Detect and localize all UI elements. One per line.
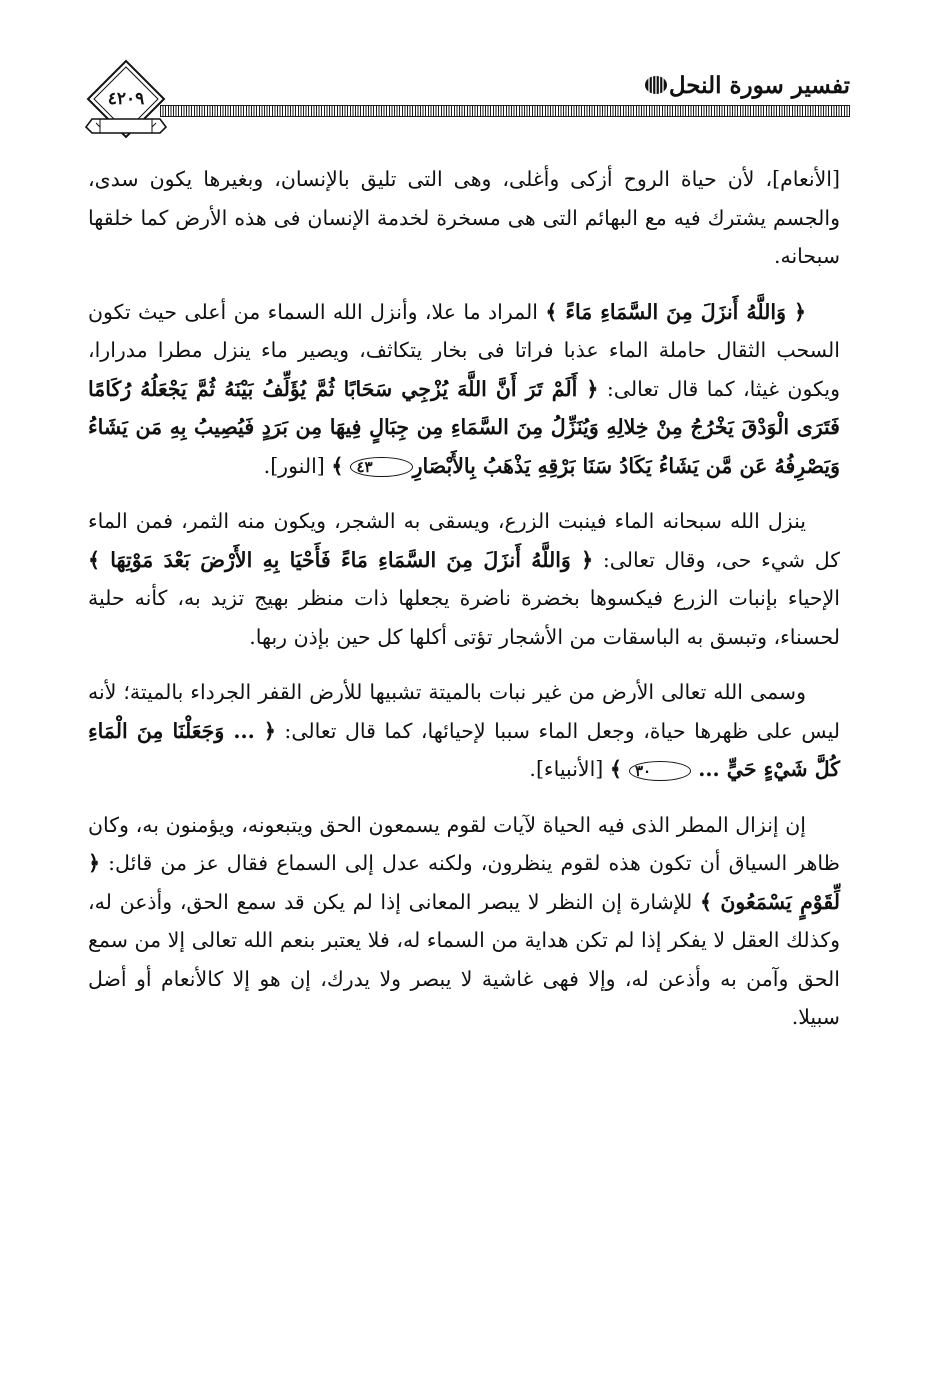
quran-verse: ﴾ — [609, 757, 629, 781]
page-number: ٤٢٠٩ — [107, 89, 145, 109]
page-body — [88, 160, 840, 1054]
quran-verse: ﴿ أَلَمْ تَرَ أَنَّ اللَّهَ يُزْجِي سَحَابًا ثُمَّ يُؤَلِّفُ بَيْنَهُ ثُمَّ يَجْعَلُهُ رُكَامًا فَتَرَى الْوَدْقَ يَخْرُجُ مِنْ خِلالِهِ وَيُنَزِّلُ مِنَ السَّمَاءِ مِن جِبَالٍ فِيهَا مِن بَرَدٍ فَيُصِيبُ بِهِ مَن يَشَاءُ وَيَصْرِفُهُ عَن مَّن يَشَاءُ يَكَادُ سَنَا بَرْقِهِ يَذْهَبُ بِالأَبْصَارِ — [88, 376, 840, 478]
body-text: الإحياء بإنبات الزرع فيكسوها بخضرة ناضرة يجعلها ذات منظر بهيج تزيد به، كأنه حلية لحسناء، وتبسق به الباسقات من الأشجار تؤتى أكلها كل حين بإذن ربها. — [88, 586, 840, 649]
verse-number-mark: ٤٣ — [350, 457, 412, 477]
body-text: ينزل الله سبحانه الماء فينبت الزرع، ويسقى به الشجر، ويكون منه الثمر، فمن الماء كل شيء حى، وقال تعالى: — [88, 509, 840, 572]
quran-verse: ﴿ ... وَجَعَلْنَا مِنَ الْمَاءِ كُلَّ شَيْءٍ حَيٍّ ... — [88, 718, 840, 781]
body-text: المراد ما علا، وأنزل الله السماء من أعلى حيث تكون السحب الثقال حاملة الماء عذبا فراتا فى بخار يتكاثف، ويصير ماء ينزل مطرا مدرارا، ويكون غيثا، كما قال تعالى: — [88, 299, 840, 401]
paragraph — [88, 806, 840, 1037]
body-text: إن إنزال المطر الذى فيه الحياة لآيات لقوم يسمعون الحق ويتبعونه، ويؤمنون به، وكان ظاهر السياق أن تكون هذه لقوم ينظرون، ولكنه عدل إلى السماع فقال عز من قائل: — [88, 812, 840, 875]
body-text: [النور]. — [263, 453, 332, 478]
paragraph — [88, 502, 840, 656]
body-text: للإشارة إن النظر لا يبصر المعانى إذا لم يكن قد سمع الحق، وأذعن له، وكذلك العقل لا يفكر إذا لم تكن هداية من السماء له، فلا يعتبر بنعم الله تعالى إلا من سمع الحق وآمن به وأذعن له، وإلا فهى غاشية لا يبصر ولا يدرك، إن هو إلا كالأنعام أو أضل سبيلا. — [88, 889, 840, 1029]
quran-verse: ﴿ وَاللَّهُ أَنزَلَ مِنَ السَّمَاءِ مَاءً ﴾ — [545, 299, 806, 324]
header-title-group — [629, 65, 850, 105]
page-number-badge — [80, 55, 172, 150]
body-text: [الأنبياء]. — [529, 757, 610, 781]
page-header — [80, 55, 850, 150]
body-text: [الأنعام]، لأن حياة الروح أزكى وأغلى، وهى التى تليق بالإنسان، وبغيرها يكون سدى، والجسم يشترك فيه مع البهائم التى هى مسخرة لخدمة الإنسان فى هذه الأرض كما خلقها سبحانه. — [88, 167, 840, 268]
header-rule — [160, 105, 850, 117]
body-text: وسمى الله تعالى الأرض من غير نبات بالميتة تشبيها للأرض القفر الجرداء بالميتة؛ لأنه ليس على ظهرها حياة، وجعل الماء سببا لإحيائها، كما قال تعالى: — [88, 680, 840, 743]
quran-verse: ﴾ — [331, 453, 351, 478]
paragraph — [88, 160, 840, 276]
quran-verse: ﴿ لِّقَوْمٍ يَسْمَعُونَ ﴾ — [88, 851, 840, 914]
verse-number-mark: ٣٠ — [629, 761, 691, 781]
paragraph — [88, 293, 840, 486]
ornament-flower-icon — [643, 72, 669, 98]
paragraph — [88, 673, 840, 789]
quran-verse: ﴿ وَاللَّهُ أَنزَلَ مِنَ السَّمَاءِ مَاءً فَأَحْيَا بِهِ الأَرْضَ بَعْدَ مَوْتِهَا ﴾ — [88, 547, 594, 572]
running-title: تفسير سورة النحل — [668, 71, 850, 99]
